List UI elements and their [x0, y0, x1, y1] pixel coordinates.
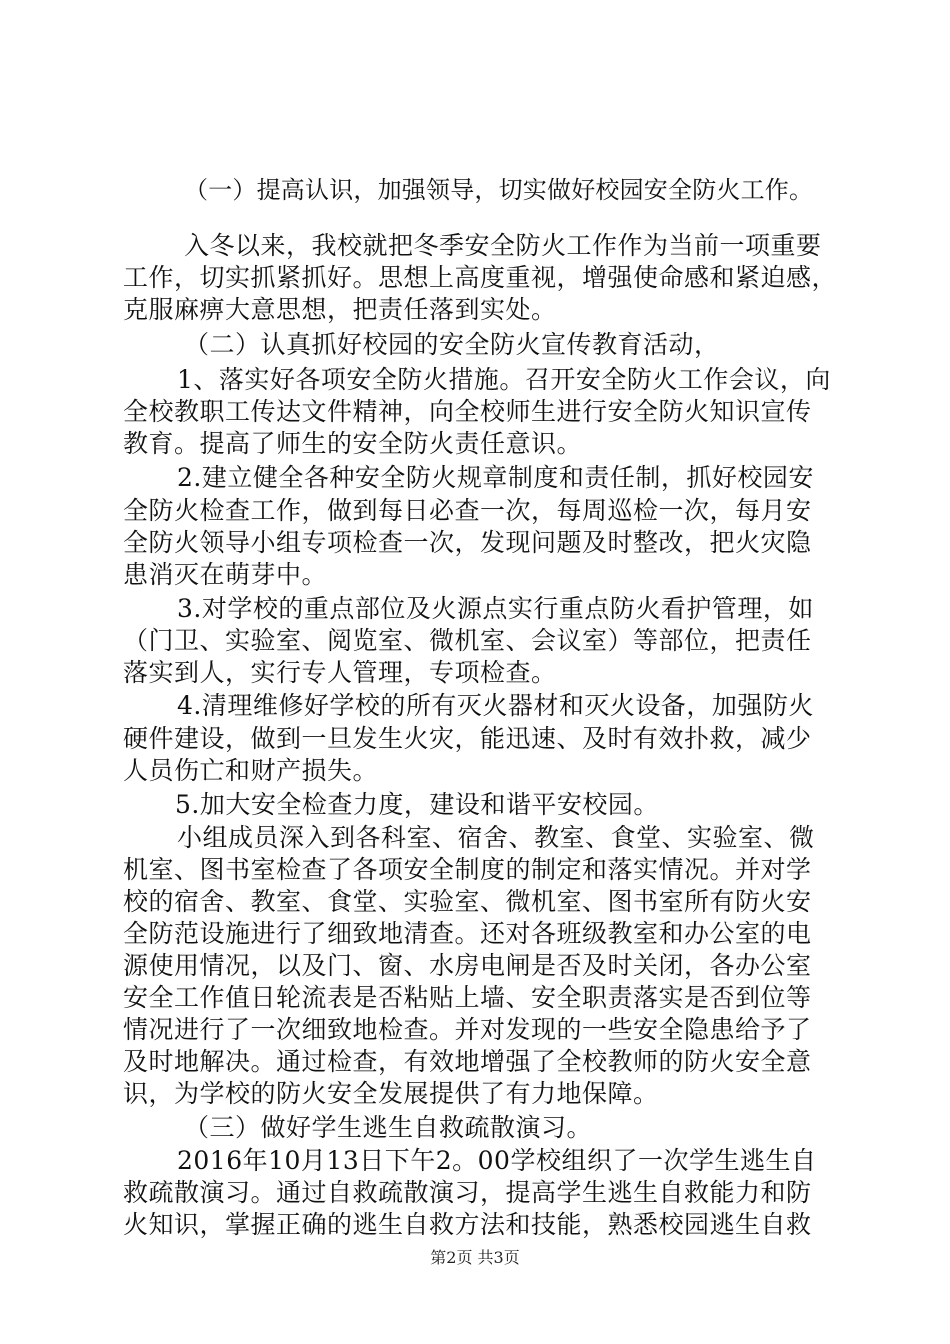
paragraph-line: 小组成员深入到各科室、宿舍、教室、食堂、实验室、微 [177, 823, 815, 852]
paragraph-line: 校的宿舍、教室、食堂、实验室、微机室、图书室所有防火安 [123, 887, 812, 916]
section-heading-3: （三）做好学生逃生自救疏散演习。 [184, 1113, 593, 1142]
paragraph-line: （门卫、实验室、阅览室、微机室、会议室）等部位，把责任 [123, 626, 812, 655]
section-heading-1: （一）提高认识，加强领导，切实做好校园安全防火工作。 [184, 176, 814, 204]
paragraph-line: 克服麻痹大意思想，把责任落到实处。 [123, 295, 557, 324]
page-number-footer: 第2页 共3页 [430, 1248, 520, 1267]
paragraph-line: 教育。提高了师生的安全防火责任意识。 [123, 429, 583, 458]
paragraph-line: 火知识，掌握正确的逃生自救方法和技能，熟悉校园逃生自救 [123, 1210, 812, 1239]
paragraph-line: 2016年10月13日下午2。00学校组织了一次学生逃生自 [177, 1146, 817, 1175]
paragraph-line: 机室、图书室检查了各项安全制度的制定和落实情况。并对学 [123, 855, 812, 884]
paragraph-line: 识，为学校的防火安全发展提供了有力地保障。 [123, 1079, 659, 1108]
paragraph-line: 工作，切实抓紧抓好。思想上高度重视，增强使命感和紧迫感， [123, 263, 838, 292]
paragraph-line: 2.建立健全各种安全防火规章制度和责任制，抓好校园安 [177, 463, 814, 492]
paragraph-line: 入冬以来，我校就把冬季安全防火工作作为当前一项重要 [184, 231, 822, 260]
paragraph-line: 5.加大安全检查力度，建设和谐平安校园。 [175, 790, 659, 819]
paragraph-line: 全防范设施进行了细致地清查。还对各班级教室和办公室的电 [123, 919, 812, 948]
paragraph-line: 情况进行了一次细致地检查。并对发现的一些安全隐患给予了 [123, 1015, 812, 1044]
paragraph-line: 全校教职工传达文件精神，向全校师生进行安全防火知识宣传 [123, 397, 812, 426]
paragraph-line: 全防火检查工作，做到每日必查一次，每周巡检一次，每月安 [123, 496, 812, 525]
paragraph-line: 人员伤亡和财产损失。 [123, 756, 379, 785]
paragraph-line: 全防火领导小组专项检查一次，发现问题及时整改，把火灾隐 [123, 528, 812, 557]
paragraph-line: 1、落实好各项安全防火措施。召开安全防火工作会议，向 [177, 365, 831, 394]
paragraph-line: 硬件建设，做到一旦发生火灾，能迅速、及时有效扑救，减少 [123, 724, 812, 753]
paragraph-line: 3.对学校的重点部位及火源点实行重点防火看护管理，如 [177, 594, 814, 623]
paragraph-line: 落实到人，实行专人管理，专项检查。 [123, 658, 557, 687]
paragraph-line: 救疏散演习。通过自救疏散演习，提高学生逃生自救能力和防 [123, 1178, 812, 1207]
paragraph-line: 4.清理维修好学校的所有灭火器材和灭火设备，加强防火 [177, 691, 814, 720]
paragraph-line: 安全工作值日轮流表是否粘贴上墙、安全职责落实是否到位等 [123, 983, 812, 1012]
section-heading-2: （二）认真抓好校园的安全防火宣传教育活动， [184, 330, 720, 359]
paragraph-line: 患消灭在萌芽中。 [123, 560, 328, 589]
paragraph-line: 源使用情况，以及门、窗、水房电闸是否及时关闭，各办公室 [123, 951, 812, 980]
paragraph-line: 及时地解决。通过检查，有效地增强了全校教师的防火安全意 [123, 1047, 812, 1076]
